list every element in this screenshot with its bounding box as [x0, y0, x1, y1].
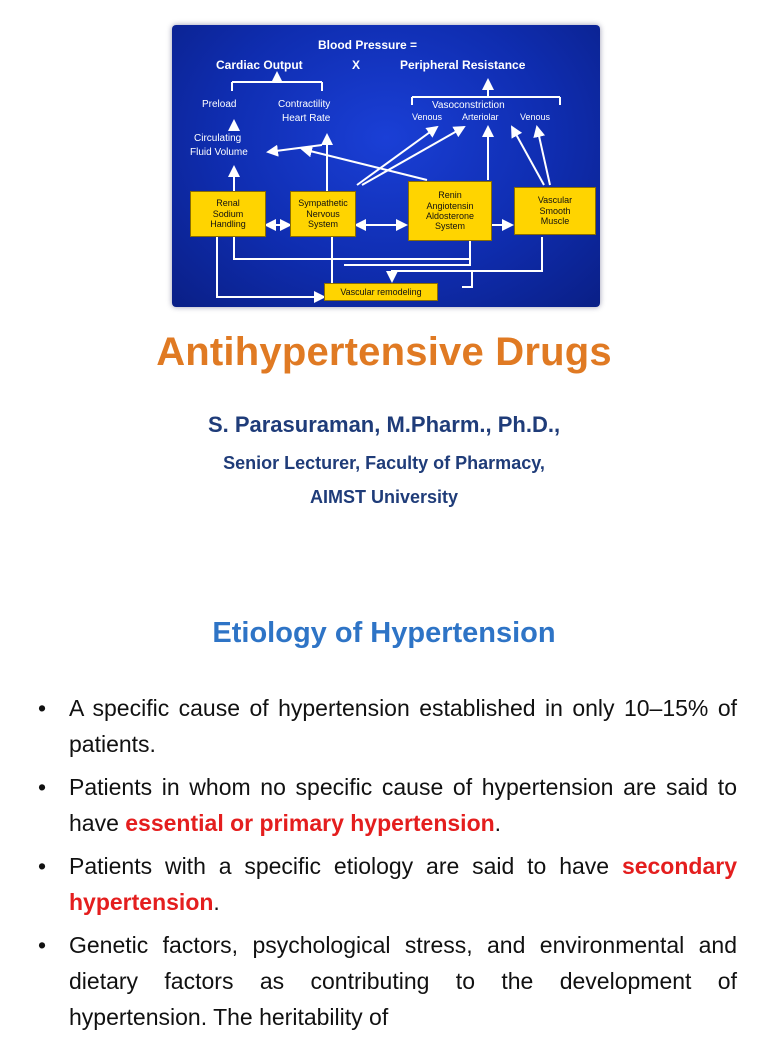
renal-box: Renal Sodium Handling — [190, 191, 266, 237]
highlight-term: secondary hypertension — [69, 853, 737, 915]
bullet-text: Patients with a specific etiology are said to have — [69, 853, 622, 879]
section-title: Etiology of Hypertension — [212, 617, 556, 649]
vascular-muscle-box: Vascular Smooth Muscle — [514, 187, 596, 235]
preload: Preload — [202, 99, 237, 110]
bullet-dot: • — [38, 774, 47, 800]
list-item — [35, 690, 737, 762]
list-item — [35, 927, 737, 1035]
venous-label-1: Venous — [412, 112, 443, 122]
page-title: Antihypertensive Drugs — [156, 330, 612, 374]
fluid-volume: Fluid Volume — [190, 147, 248, 158]
circulating: Circulating — [194, 133, 242, 144]
affiliation-line-1: Senior Lecturer, Faculty of Pharmacy, — [223, 453, 545, 473]
raas-box: Renin Angiotensin Aldosterone System — [408, 181, 492, 241]
bullet-dot: • — [38, 853, 47, 879]
contractility: Contractility — [278, 99, 331, 110]
highlight-term: essential or primary hypertension — [125, 810, 495, 836]
times-sign: X — [352, 58, 361, 72]
remodeling-box: Vascular remodeling — [324, 283, 438, 301]
bp-title: Blood Pressure = — [318, 38, 418, 52]
bullet-text: Patients in whom no specific cause of hypertension are said to have — [69, 774, 737, 836]
arteriolar-label: Arteriolar — [462, 112, 499, 122]
cardiac-output: Cardiac Output — [216, 58, 303, 72]
bullet-dot: • — [38, 932, 47, 958]
bullet-text: Genetic factors, psychological stress, and environmental and dietary factors as contributing to the development of hypertension. The heritability of — [69, 932, 737, 1030]
peripheral-resistance: Peripheral Resistance — [400, 58, 526, 72]
sympathetic-box: Sympathetic Nervous System — [290, 191, 356, 237]
vasoconstriction: Vasoconstriction — [432, 100, 505, 111]
bullet-dot: • — [38, 695, 47, 721]
blood-pressure-diagram — [172, 25, 600, 307]
author-name: S. Parasuraman, M.Pharm., Ph.D., — [207, 412, 561, 437]
venous-label-2: Venous — [520, 112, 551, 122]
bullet-text: A specific cause of hypertension established in only 10–15% of patients. — [69, 695, 737, 757]
bullet-list — [35, 690, 737, 1042]
affiliation-line-2: AIMST University — [309, 487, 459, 507]
list-item: • Patients in whom no specific cause of hypertension are said to have essential or primary hypertension. — [35, 769, 737, 841]
heart-rate: Heart Rate — [282, 113, 331, 124]
list-item: • Patients with a specific etiology are said to have secondary hypertension. — [35, 848, 737, 920]
